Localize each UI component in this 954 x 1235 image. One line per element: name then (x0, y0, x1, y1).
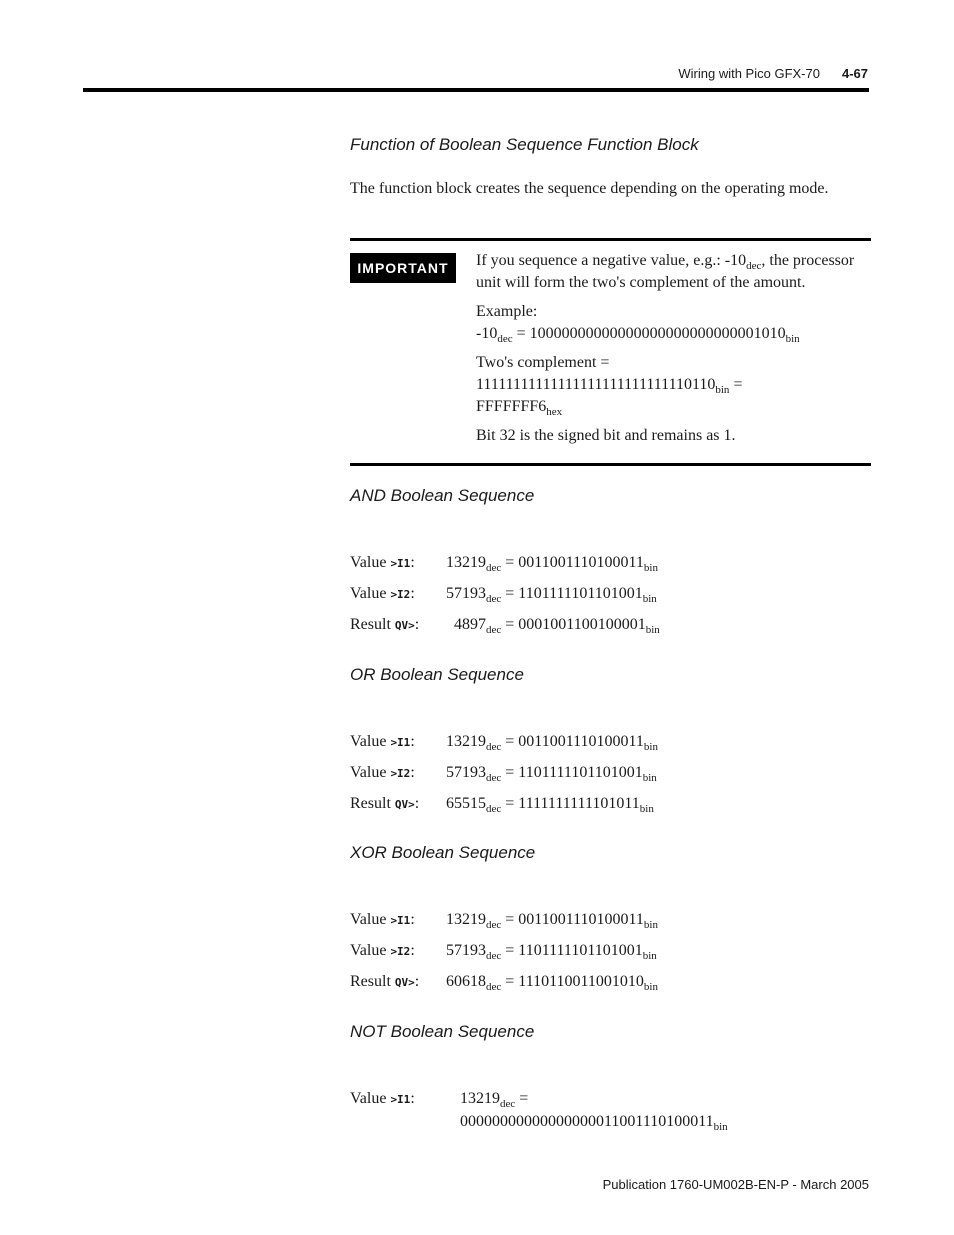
important-bottom-rule (350, 463, 871, 466)
and-title: AND Boolean Sequence (350, 486, 535, 505)
running-header (678, 66, 868, 81)
not-row-1: Value >I1: $13219_{dec}$ = (350, 1090, 529, 1110)
header-section: Wiring with Pico GFX-70 (678, 66, 820, 81)
xor-row-1: Value >I1: $13219_{dec} = 0011001110100011_{bin}$ (350, 911, 658, 931)
and-row-1: Value >I1: $13219_{dec} = 0011001110100011_{bin}$ (350, 554, 658, 574)
or-title: OR Boolean Sequence (350, 665, 524, 684)
important-body (476, 250, 868, 454)
footer-publication: Publication 1760-UM002B-EN-P - March 2005 (602, 1177, 869, 1192)
not-row-2: $00000000000000000011001110100011_{bin}$ (460, 1113, 728, 1133)
header-rule (83, 88, 869, 92)
or-row-2: Value >I2: $57193_{dec} = 1101111101101001_{bin}$ (350, 764, 657, 784)
or-row-3: Result QV>: $65515_{dec} = 1111111111101011_{bin}$ (350, 795, 654, 815)
intro-title: Function of Boolean Sequence Function Block (350, 135, 699, 154)
important-badge: IMPORTANT (350, 253, 456, 283)
important-top-rule (350, 238, 871, 241)
xor-row-2: Value >I2: $57193_{dec} = 1101111101101001_{bin}$ (350, 942, 657, 962)
important-twos-complement: Two's complement = $11111111111111111111111111110110_{bin}$ = $FFFFFFF6_{hex}$ (476, 354, 743, 418)
and-row-3: Result QV>: $4897_{dec} = 0001001100100001_{bin}$ (350, 616, 660, 636)
important-example: Example: $-10_{dec} = 10000000000000000000000000001010_{bin}$ (476, 303, 800, 345)
important-line1: If you sequence a negative value, e.g.: $-10_{dec}$, the processor unit will form the two's complement of the amount. (476, 252, 855, 291)
not-title: NOT Boolean Sequence (350, 1022, 535, 1041)
or-row-1: Value >I1: $13219_{dec} = 0011001110100011_{bin}$ (350, 733, 658, 753)
important-bit-note: Bit 32 is the signed bit and remains as 1. (476, 427, 736, 444)
xor-title: XOR Boolean Sequence (350, 843, 536, 862)
intro-text: The function block creates the sequence depending on the operating mode. (350, 180, 829, 197)
page-number: 4-67 (841, 66, 868, 81)
xor-row-3: Result QV>: $60618_{dec} = 1110110011001010_{bin}$ (350, 973, 658, 993)
and-row-2: Value >I2: $57193_{dec} = 1101111101101001_{bin}$ (350, 585, 657, 605)
